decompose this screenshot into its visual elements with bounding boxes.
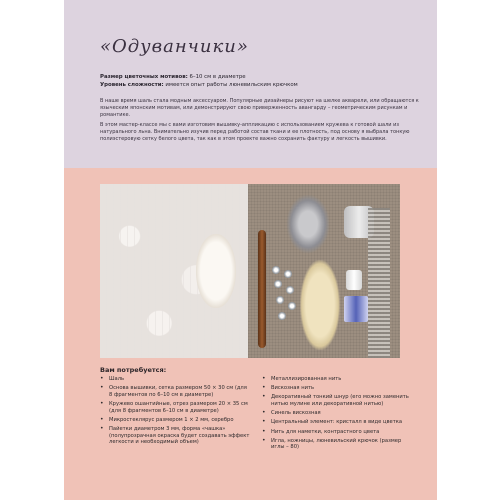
crystal-flower bbox=[274, 280, 282, 288]
difficulty-value: имеется опыт работы люневильским крючком bbox=[165, 82, 298, 88]
materials-photo bbox=[100, 184, 400, 358]
intro-paragraph-1: В наше время шаль стала модным аксессуаром. Популярные дизайнеры рисуют на шелке акварели, или обращаются к языческим японским мотивам, или демонстрируют свою приверженность авангарду – геометрическим рисункам и романтике. bbox=[100, 98, 419, 118]
silver-beads-coil bbox=[286, 194, 330, 254]
white-thread-spool bbox=[346, 270, 362, 290]
difficulty-label: Уровень сложности: bbox=[100, 82, 164, 88]
list-item: • Металлизированная нить bbox=[262, 376, 412, 383]
crystal-flower bbox=[288, 302, 296, 310]
list-item: • Кружево ошантийные, отрез размером 20 × 35 см (для 8 фрагментов 6–10 см в диаметре) bbox=[100, 401, 250, 414]
crystal-flower bbox=[272, 266, 280, 274]
materials-list-right bbox=[262, 376, 412, 454]
motif-size-label: Размер цветочных мотивов: bbox=[100, 74, 188, 80]
motif-size-value: 6–10 см в диаметре bbox=[189, 74, 246, 80]
crystal-flower bbox=[276, 296, 284, 304]
list-item: • Вискозная нить bbox=[262, 385, 412, 392]
materials-title: Вам потребуется: bbox=[100, 366, 167, 374]
motif-size-spec bbox=[100, 74, 430, 81]
page-title: «Одуванчики» bbox=[100, 36, 249, 57]
luneville-hook bbox=[258, 230, 266, 348]
crystal-flower bbox=[284, 270, 292, 278]
crystal-flower bbox=[286, 286, 294, 294]
materials-list-left bbox=[100, 376, 250, 448]
metallic-cord bbox=[368, 208, 390, 358]
list-item: • Игла, ножницы, люневильский крючок (размер иглы – 80) bbox=[262, 438, 412, 451]
cream-cord-skein bbox=[300, 260, 340, 350]
list-item: • Центральный элемент: кристалл в виде цветка bbox=[262, 419, 412, 426]
crystal-flowers bbox=[270, 264, 300, 324]
white-chenille-skein bbox=[196, 234, 236, 308]
list-item: • Микростеклярус размером 1 × 2 мм, серебро bbox=[100, 417, 250, 424]
needle-pack bbox=[344, 296, 368, 322]
list-item: • Декоративный тонкий шнур (его можно заменить нитью мулине или декоративной нитью) bbox=[262, 394, 412, 407]
list-item: • Пайетки диаметром 3 мм, форма «чашка» (полупрозрачная окраска будет создавать эффект легкости и необходимый объем) bbox=[100, 426, 250, 446]
list-item: • Шаль bbox=[100, 376, 250, 383]
list-item: • Основа вышивки, сетка размером 50 × 30 см (для 8 фрагментов по 6–10 см в диаметре) bbox=[100, 385, 250, 398]
intro-paragraph-2: В этом мастер-классе мы с вами изготовим вышивку-аппликацию с использованием кружева к готовой шали из натурального льна. Внимательно изучив перед работой состав ткани и ее плотность, под основу я выбрала тонкую полиэстеровую сетку белого цвета, так как в этом проекте важно сохранить фактуру и легкость вышивки. bbox=[100, 122, 410, 142]
list-item: • Нить для наметки, контрастного цвета bbox=[262, 429, 412, 436]
crystal-flower bbox=[278, 312, 286, 320]
difficulty-spec bbox=[100, 82, 430, 89]
list-item: • Синель вискозная bbox=[262, 410, 412, 417]
